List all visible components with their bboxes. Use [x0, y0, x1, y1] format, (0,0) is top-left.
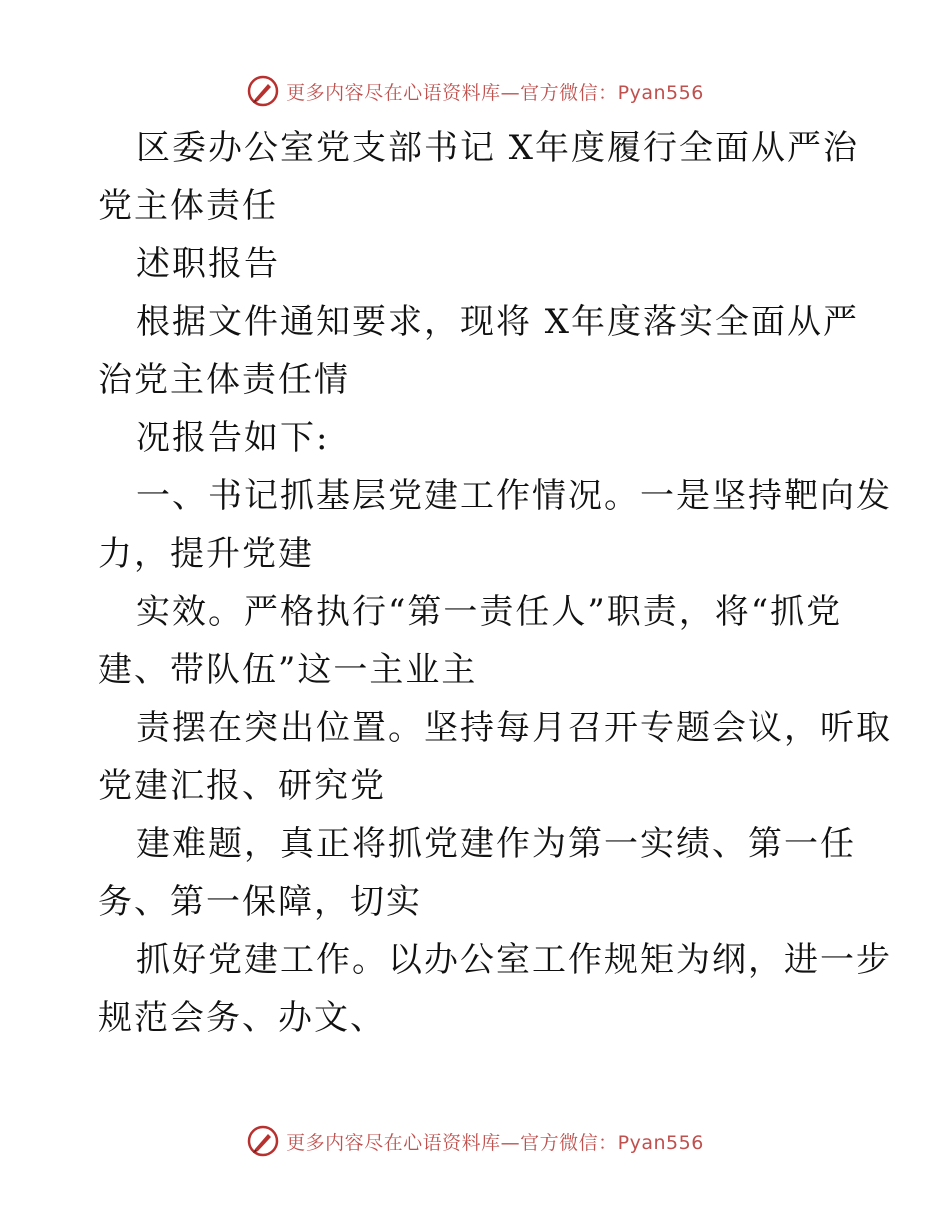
banner-contact-text: 官方微信：Pyan556: [520, 81, 704, 104]
banner-text: [286, 1128, 704, 1155]
banner-text: [286, 78, 704, 105]
doc-line: 况报告如下:: [136, 418, 330, 458]
banner-main-text: 更多内容尽在心语资料库: [286, 81, 501, 104]
doc-line: 党建汇报、研究党: [98, 766, 386, 806]
banner-separator: —: [500, 81, 521, 104]
doc-line: 规范会务、办文、: [98, 998, 386, 1038]
doc-line: 区委办公室党支部书记 X年度履行全面从严治: [136, 128, 860, 168]
header-banner: [0, 71, 950, 111]
doc-line: 党主体责任: [98, 186, 278, 226]
doc-line: 建难题，真正将抓党建作为第一实绩、第一任: [136, 824, 856, 864]
doc-line: 实效。严格执行“第一责任人”职责，将“抓党: [136, 592, 843, 632]
doc-line: 根据文件通知要求，现将 X年度落实全面从严: [136, 302, 860, 342]
doc-line: 述职报告: [136, 244, 280, 284]
pen-logo-icon: [246, 74, 280, 108]
doc-line: 治党主体责任情: [98, 360, 350, 400]
doc-line: 抓好党建工作。以办公室工作规矩为纲，进一步: [136, 940, 892, 980]
doc-line: 责摆在突出位置。坚持每月召开专题会议，听取: [136, 708, 892, 748]
doc-line: 力，提升党建: [98, 534, 314, 574]
pen-logo-icon: [246, 1124, 280, 1158]
doc-line: 一、书记抓基层党建工作情况。一是坚持靶向发: [136, 476, 892, 516]
document-body: [98, 119, 892, 1047]
banner-main-text: 更多内容尽在心语资料库: [286, 1131, 501, 1154]
doc-line: 务、第一保障，切实: [98, 882, 422, 922]
doc-line: 建、带队伍”这一主业主: [98, 650, 478, 690]
banner-contact-text: 官方微信：Pyan556: [520, 1131, 704, 1154]
footer-banner: [0, 1121, 950, 1161]
banner-separator: —: [500, 1131, 521, 1154]
